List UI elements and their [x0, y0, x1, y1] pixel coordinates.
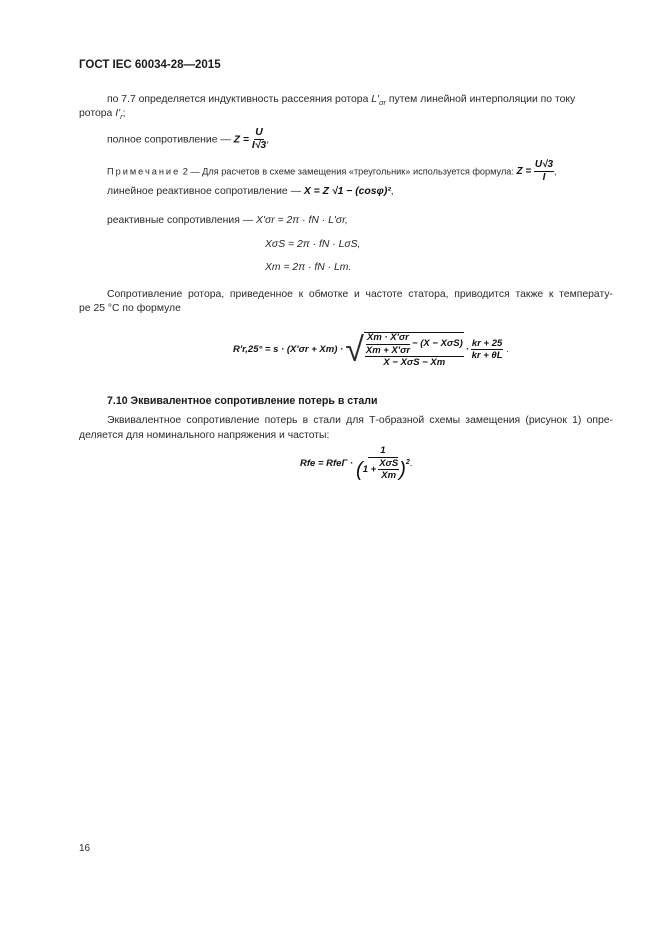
- reactance-formula-rotor: X'σr = 2π · fN · L'σr,: [256, 215, 348, 226]
- page-number: 16: [79, 843, 91, 854]
- document-header: ГОСТ IEC 60034-28—2015: [79, 59, 221, 71]
- impedance-formula: Z =: [233, 134, 249, 146]
- sqrt-sign: √: [345, 330, 364, 369]
- impedance-line: полное сопротивление — Z = $\frac{U}{I√3}$ ,: [107, 127, 270, 152]
- rotor-resistance-paragraph-line2: ре 25 °С по формуле: [79, 303, 181, 314]
- line-reactance-formula: X = Z √1 − (cosφ)²: [303, 186, 391, 197]
- note-2: Примечание 2 — Для расчетов в схеме замещения «треугольник» используется формула: Z = $\frac{U√3}{I}$ ,: [107, 159, 557, 183]
- rotor-resistance-paragraph: Сопротивление ротора, приведенное к обмотке и частоте статора, приводится также к температу-: [107, 289, 613, 300]
- section-paragraph: Эквивалентное сопротивление потерь в стали для Т-образной схемы замещения (рисунок 1) опре-: [107, 415, 613, 426]
- reactances-line: реактивные сопротивления — X'σr = 2π · fN · L'σr,: [107, 215, 348, 226]
- reactance-formula-stator: XσS = 2π · fN · LσS,: [265, 239, 361, 250]
- rotor-resistance-formula: R'r,25° = s · (X'σr + Xm) · √ $\frac{Xm \cdot X'\sigma r}{Xm + X'\sigma r}$ − (X − XσS) X − XσS − Xm · $\frac{kr + 25}{kr + \theta L}$ .: [233, 330, 509, 369]
- reactance-formula-magnetizing: Xm = 2π · fN · Lm.: [265, 262, 352, 273]
- line-reactance-line: линейное реактивное сопротивление — X = Z √1 − (cosφ)²,: [107, 186, 394, 197]
- delta-impedance-formula: Z =: [516, 166, 532, 177]
- iron-loss-formula: Rfe = RfeΓ · 1 ( 1 + $\frac{\text{XσS}}{Xm}$ ) $^2$ .: [300, 445, 413, 481]
- inductance-paragraph: по 7.7 определяется индуктивность рассеяния ротора $L'_{\sigma r}$ путем линейной интерполяции по току: [107, 94, 576, 107]
- section-heading: 7.10 Эквивалентное сопротивление потерь в стали: [107, 395, 378, 407]
- section-paragraph-line2: деляется для номинального напряжения и частоты:: [79, 430, 330, 441]
- inductance-paragraph-line2: ротора $I'_r$;: [79, 108, 126, 121]
